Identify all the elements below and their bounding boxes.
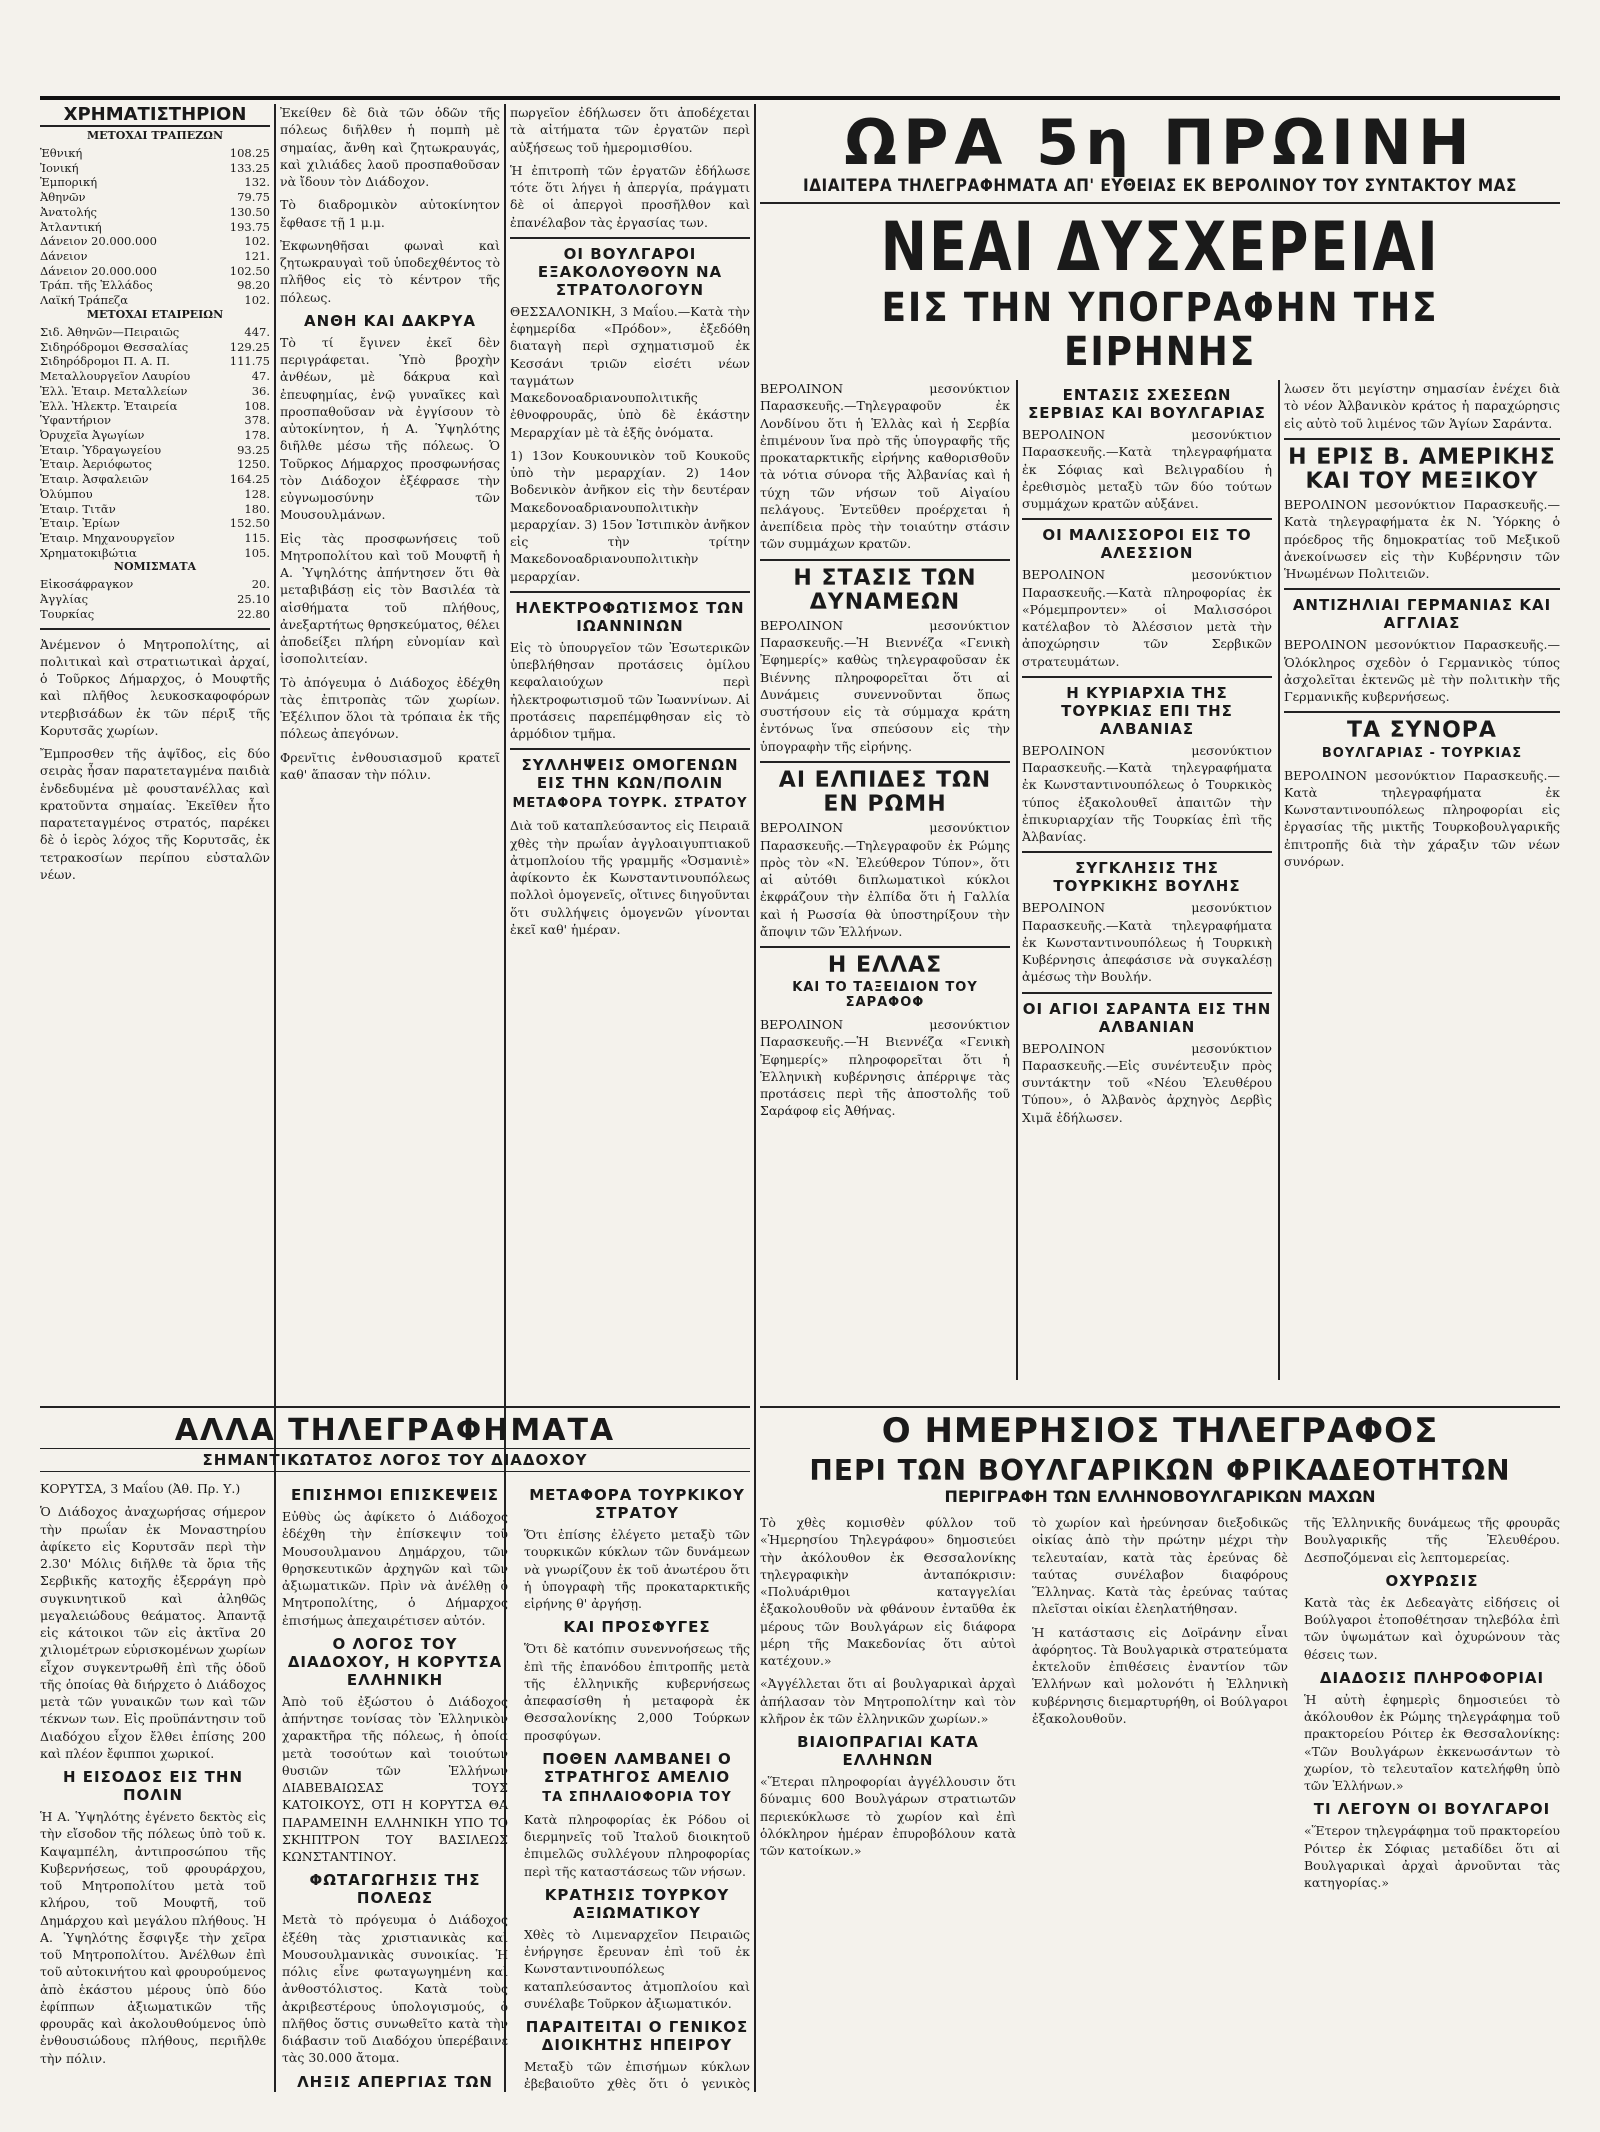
section-heading: ΕΝΤΑΣΙΣ ΣΧΕΣΕΩΝ ΣΕΡΒΙΑΣ ΚΑΙ ΒΟΥΛΓΑΡΙΑΣ [1028, 386, 1266, 422]
section-heading: ΗΛΕΚΤΡΟΦΩΤΙΣΜΟΣ ΤΩΝ ΙΩΑΝΝΙΝΩΝ [515, 598, 745, 635]
section-heading: ΟΙ ΑΓΙΟΙ ΣΑΡΑΝΤΑ ΕΙΣ ΤΗΝ ΑΛΒΑΝΙΑΝ [1022, 999, 1272, 1036]
section-heading: Η ΕΙΣΟΔΟΣ ΕΙΣ ΤΗΝ ΠΟΛΙΝ [62, 1768, 244, 1804]
market-row-value: 178. [244, 427, 270, 442]
article-text: ΒΕΡΟΛΙΝΟΝ μεσονύκτιον Παρασκευῆς.—Κατὰ τηλεγραφήματα ἐκ Σόφιας καὶ Βελιγραδίου ἡ ἐρεθισμὸς μεταξὺ τῶν δύο τούτων συμμάχων κρατῶν αὐξάνει. [1022, 427, 1272, 511]
section-subheading: ΤΑ ΣΠΗΛΑΙΟΦΟΡΙΑ ΤΟΥ [542, 1789, 732, 1805]
market-row [40, 607, 270, 622]
article-text: ΒΕΡΟΛΙΝΟΝ μεσονύκτιον Παρασκευῆς.—Κατὰ τηλεγραφήματα ἐκ Κωνσταντινουπόλεως πληροφορίαι εἰς ἐργασίας τῆς μικτῆς Τουρκοβουλγαρικῆς ἐπιτροπῆς διὰ τὴν χάραξιν τῶν νέων συνόρων. [1284, 767, 1560, 869]
article-text: ΒΕΡΟΛΙΝΟΝ μεσονύκτιον Παρασκευῆς.—Τηλεγραφοῦν ἐκ Ρώμης πρὸς τὸν «Ν. Ἐλεύθερον Τύπον», ὅτι αἱ αὐτόθι διπλωματικοὶ κύκλοι ἐκφράζουν τὴν ἐλπίδα ὅτι ἡ Γαλλία καὶ ἡ Ρωσσία θὰ ὑποστηρίξουν τὴν ἄποψιν τῶν Ἑλλήνων. [760, 820, 1010, 939]
market-row [40, 293, 270, 308]
section-subheading: ΜΕΤΑΦΟΡΑ ΤΟΥΡΚ. ΣΤΡΑΤΟΥ [512, 796, 748, 812]
market-row-value: 130.50 [229, 204, 270, 219]
market-row [40, 175, 270, 190]
market-row-label: Ἀτλαντική [40, 219, 102, 234]
article-text: ΒΕΡΟΛΙΝΟΝ μεσονύκτιον Παρασκευῆς.—Κατὰ τηλεγραφήματα ἐκ Κωνσταντινουπόλεως ὁ Τουρκικὸς τύπος ἐξακολουθεῖ ἀπαιτῶν τὴν ἐπικυριαρχίαν τῆς Τουρκίας ἐπὶ τῆς Ἀλβανίας. [1022, 742, 1272, 844]
article-text: τῆς Ἑλληνικῆς δυνάμεως τῆς φρουρᾶς Βουλγαρικῆς τῆς Ἐλευθέρου. Δεσποζόμεναι εἰς λεπτομερείας. [1304, 1515, 1560, 1565]
article-text: Τὸ τί ἔγινεν ἐκεῖ δὲν περιγράφεται. Ὑπὸ βροχὴν ἀνθέων, μὲ δάκρυα καὶ ἐπευφημίας, ἐνῷ γυναῖκες καὶ προσπαθοῦσαν νὰ ἐγγίσουν τὸ αὐτοκίνητον, ἡ Α. Ὑψηλότης διῆλθε μέσω τῆς πόλεως. Ὁ Τοῦρκος Δήμαρχος προσφωνήσας τὸν Διάδοχον ἐξέφρασε τὴν εὐγνωμοσύνην τῶν Μουσουλμάνων. [280, 334, 500, 523]
market-row-label: Ἐμπορική [40, 175, 98, 190]
market-row [40, 220, 270, 235]
market-row-label: Ὀρυχεῖα Ἀγωγίων [40, 427, 145, 442]
masthead [760, 104, 1560, 374]
market-subtitle-3: ΝΟΜΙΣΜΑΤΑ [113, 560, 197, 574]
market-title: ΧΡΗΜΑΤΙΣΤΗΡΙΟΝ [40, 104, 270, 127]
divider [1022, 992, 1272, 994]
market-row [40, 443, 270, 458]
market-row [40, 546, 270, 561]
divider [510, 748, 750, 750]
article-text: ΒΕΡΟΛΙΝΟΝ μεσονύκτιον Παρασκευῆς.—Εἰς συνέντευξιν πρὸς συντάκτην τοῦ «Νέου Ἐλευθέρου Τύπου», ὁ Ἀλβανὸς ἀρχηγὸς Δερβὶς Χιμᾶ ἐδήλωσεν. [1022, 1040, 1272, 1125]
market-subtitle: ΜΕΤΟΧΑΙ ΤΡΑΠΕΖΩΝ [86, 129, 223, 142]
market-row-value: 108.25 [229, 146, 270, 160]
market-row-label: Λαϊκή Τράπεζα [40, 293, 129, 308]
market-row [40, 384, 270, 399]
section-heading: ΔΙΑΔΟΣΙΣ ΠΛΗΡΟΦΟΡΙΑΙ [1319, 1668, 1545, 1687]
market-row-value: 447. [244, 324, 270, 339]
market-table-companies [40, 325, 270, 561]
market-row [40, 205, 270, 220]
article-text: 1) 13ον Κουκουνικὸν τοῦ Κουκοῦς ὑπὸ τὴν μεραρχίαν. 2) 14ον Βοδενικὸν ἀνῆκον εἰς τὴν δευτέραν Μακεδονοαδριανουπολιτικὴν μεραρχίαν. 3) 15ον Ἰστιπικὸν ἀνῆκον εἰς τὴν τρίτην Μακεδονοαδριανουπολιτικὴν μεραρχίαν. [510, 447, 750, 584]
market-row-label: Σιδηρόδρομοι Θεσσαλίας [40, 339, 189, 354]
masthead-subtitle: ΙΔΙΑΙΤΕΡΑ ΤΗΛΕΓΡΑΦΗΜΑΤΑ ΑΠ' ΕΥΘΕΙΑΣ ΕΚ ΒΕΡΟΛΙΝΟΥ ΤΟΥ ΣΥΝΤΑΚΤΟΥ ΜΑΣ [803, 176, 1517, 196]
divider [760, 946, 1010, 948]
article-text: Εἰς τὰς προσφωνήσεις τοῦ Μητροπολίτου καὶ τοῦ Μουφτῆ ἡ Α. Ὑψηλότης ἀπήντησεν ὅτι θὰ μεταβιβάσῃ εἰς τὸν Βασιλέα τὰ αἰσθήματα τοῦ πλήθους, ἀνεξαρτήτως θρησκεύματος, θέλει ἀποδείξει πλήρη εὐνομίαν καὶ ἰσοπολιτείαν. [280, 530, 500, 667]
market-row-label: Ἐθνική [40, 146, 83, 160]
dateline: ΚΟΡΥΤΣΑ, 3 Μαΐου (Ἀθ. Πρ. Υ.) [40, 1481, 241, 1496]
market-subtitle-2: ΜΕΤΟΧΑΙ ΕΤΑΙΡΕΙΩΝ [86, 307, 224, 321]
market-table-currency [40, 577, 270, 621]
market-row-value: 102. [244, 293, 270, 308]
section-subheading: ΣΗΜΑΝΤΙΚΩΤΑΤΟΣ ΛΟΓΟΣ ΤΟΥ ΔΙΑΔΟΧΟΥ [40, 1448, 750, 1472]
article-text: Ὅτι δὲ κατόπιν συνεννοήσεως τῆς ἐπὶ τῆς ἐπανόδου ἐπιτροπῆς μετὰ τῆς ἑλληνικῆς κυβερνήσεως ἀπεφασίσθη ἡ μεταφορὰ ἐκ Θεσσαλονίκης 2,000 Τούρκων προσφύγων. [524, 1641, 750, 1743]
section-heading: Η ΕΛΛΑΣ [827, 953, 943, 978]
market-row [40, 190, 270, 205]
market-row-label: Ἑταιρ. Ἀεριόφωτος [40, 457, 152, 472]
market-row-value: 102. [244, 234, 270, 249]
main-headline: ΝΕΑΙ ΔΥΣΧΕΡΕΙΑΙ [880, 208, 1440, 287]
market-row-value: 25.10 [237, 592, 270, 607]
divider [40, 1406, 750, 1408]
market-row-value: 129.25 [229, 339, 270, 354]
divider [510, 591, 750, 593]
market-row-value: 121. [244, 249, 270, 264]
section-heading: ΑΙ ΕΛΠΙΔΕΣ ΤΩΝ ΕΝ ΡΩΜΗ [778, 767, 992, 818]
market-row [40, 161, 270, 176]
market-row-label: Σιδ. Ἀθηνῶν—Πειραιῶς [40, 324, 180, 339]
market-row-value: 105. [244, 545, 270, 560]
market-row [40, 502, 270, 517]
section-subheading: ΒΟΥΛΓΑΡΙΑΣ - ΤΟΥΡΚΙΑΣ [1321, 745, 1523, 761]
market-row-label: Δάνειον [40, 249, 88, 264]
article-text: Μετὰ τὸ πρόγευμα ὁ Διάδοχος ἐξέθη τὰς χριστιανικὰς καὶ Μουσουλμανικὰς συνοικίας. Ἡ πόλις εἶνε φωταγωγημένη καὶ ἀνθοστόλιστος. Κατὰ τοὺς ἀκριβεστέρους ὑπολογισμούς, ὁ πλῆθος ὅστις συνωθεῖτο κατὰ τὴν διάβασιν τοῦ Διαδόχου ὑπερέβαινε τὰς 30.000 ἄτομα. [282, 1912, 508, 2066]
section-heading: ΟΙ ΒΟΥΛΓΑΡΟΙ ΕΞΑΚΟΛΟΥΘΟΥΝ ΝΑ ΣΤΡΑΤΟΛΟΓΟΥΝ [537, 244, 723, 299]
market-row [40, 234, 270, 249]
market-row [40, 146, 270, 161]
article-text: Φρενῖτις ἐνθουσιασμοῦ κρατεῖ καθ' ἅπασαν τὴν πόλιν. [280, 749, 500, 782]
divider [1284, 438, 1560, 440]
lower-left-block [40, 1400, 750, 2092]
article-text: Ὅτι ἐπίσης ἐλέγετο μεταξὺ τῶν τουρκικῶν κύκλων τῶν δυνάμεων νὰ γνωρίζουν ἐκ τοῦ ἀνωτέρου ὅτι ἡ ὑπογραφὴ τῆς προκαταρκτικῆς εἰρήνης θ' ἀργήσῃ. [524, 1527, 750, 1611]
divider [760, 761, 1010, 763]
market-row-value: 20. [251, 577, 270, 592]
main-subheadline: ΕΙΣ ΤΗΝ ΥΠΟΓΡΑΦΗΝ ΤΗΣ ΕΙΡΗΝΗΣ [881, 285, 1439, 374]
market-row-label: Ἑταιρ. Ἐρίων [40, 516, 120, 531]
section-heading: Η ΣΤΑΣΙΣ ΤΩΝ ΔΥΝΑΜΕΩΝ [793, 565, 977, 615]
article-text: Ἡ Α. Ὑψηλότης ἐγένετο δεκτὸς εἰς τὴν εἴσοδον τῆς πόλεως ὑπὸ τοῦ κ. Καψαμπέλη, ἀντιπροσώπου τῆς Κυβερνήσεως, τοῦ φρουράρχου, τοῦ Μητροπολίτου μετὰ τοῦ κλήρου, τοῦ Μουφτῆ, τοῦ Δημάρχου καὶ μεγάλου πλήθους. Ἡ Α. Ὑψηλότης ἔσφιγξε τὴν χεῖρα τοῦ Μητροπολίτου. Ἀνέλθων ἐπὶ τοῦ αὐτοκινήτου καὶ φρουρούμενος ἀπὸ ἑκάστου μέρους ὑπὸ δύο ἐφίππων ἀξιωματικῶν τῆς φρουρᾶς καὶ ἀκολουθούμενος ὑπὸ ἐνθουσιώδους πλήθους, περιῆλθε τὴν πόλιν. [40, 1809, 266, 2066]
article-text: Μεταξὺ τῶν ἐπισήμων κύκλων ἐβεβαιοῦτο χθὲς ὅτι ὁ γενικὸς [524, 2059, 750, 2092]
market-row [40, 487, 270, 502]
market-row [40, 264, 270, 279]
divider [40, 628, 270, 630]
market-row-value: 132. [244, 175, 270, 190]
market-row-value: 98.20 [237, 278, 270, 293]
article-text: λωσεν ὅτι μεγίστην σημασίαν ἐνέχει διὰ τὸ νέον Ἀλβανικὸν κράτος ἡ παραχώρησις εἰς αὐτὸ τοῦ λιμένος τῶν Ἁγίων Σαράντα. [1284, 381, 1560, 431]
lower-right-block [760, 1400, 1560, 2092]
section-heading: ΚΡΑΤΗΣΙΣ ΤΟΥΡΚΟΥ ΑΞΙΩΜΑΤΙΚΟΥ [544, 1885, 730, 1922]
column-rule [1016, 380, 1018, 1380]
article-text: Εἰς τὸ ὑπουργεῖον τῶν Ἐσωτερικῶν ὑπεβλήθησαν προτάσεις ὁμίλου κεφαλαιούχων περὶ ἠλεκτροφωτισμοῦ τῶν Ἰωαννίνων. Αἱ προτάσεις παρεπέμφθησαν εἰς τὸ ἁρμόδιον τμῆμα. [510, 639, 750, 741]
article-text: Ἡ αὐτὴ ἐφημερὶς δημοσιεύει τὸ ἀκόλουθον ἐκ Ρώμης τηλεγράφημα τοῦ πρακτορείου Ρόιτερ ἐκ Θεσσαλονίκης: «Τῶν Βουλγάρων ἐκκενωσάντων τὸ χωρίον, τὸ τελευταῖον κατελήφθη ὑπὸ τῶν Ἑλλήνων.» [1304, 1691, 1560, 1794]
article-text: Τὸ διαδρομικὸν αὐτοκίνητον ἔφθασε τῇ 1 μ.μ. [280, 197, 500, 230]
market-row-label: Δάνειον 20.000.000 [40, 234, 157, 249]
divider [760, 202, 1560, 204]
article-text: Ἡ κατάστασις εἰς Δοϊράνην εἶναι ἀφόρητος. Τὰ Βουλγαρικὰ στρατεύματα ἐκτελοῦν ἐπιθέσεις ἐναντίον τῶν Ἑλλήνων καὶ μολονότι ἡ Ἑλληνικὴ κυβέρνησις διεμαρτυρήθη, οἱ Βούλγαροι ἐξακολουθοῦν. [1032, 1624, 1288, 1726]
market-row-label: Χρηματοκιβώτια [40, 545, 137, 560]
article-text: ΒΕΡΟΛΙΝΟΝ μεσονύκτιον Παρασκευῆς.—Ἡ Βιεννέζα «Γενικὴ Ἐφημερίς» πληροφορεῖται ὅτι ἡ Ἑλληνικὴ κυβέρνησις ἀπέρριψε τὰς προτάσεις περὶ τῆς ἀποστολῆς τοῦ Σαράφοφ εἰς Ἀθήνας. [760, 1017, 1010, 1119]
market-row-label: Ὀλύμπου [40, 486, 93, 501]
market-row-value: 180. [244, 501, 270, 516]
section-heading: ΑΛΛΑ ΤΗΛΕΓΡΑΦΗΜΑΤΑ [174, 1413, 616, 1448]
divider [760, 1406, 1560, 1408]
article-text: Ἔμπροσθεν τῆς ἁψῖδος, εἰς δύο σειρὰς ἦσαν παρατεταγμένα παιδιὰ ἐνδεδυμένα μὲ φουστανέλλας καὶ κρατοῦντα σημαίας. Ἐκεῖθεν ἦτο παρατεταγμένος στρατός, παρέκει δὲ ὁ ἱερὸς λόχος τῆς Κορυτσᾶς, ἐκ τετρακοσίων περίπου εὐσταλῶν νέων. [40, 746, 270, 882]
column-4 [760, 380, 1010, 1380]
article-text: ΒΕΡΟΛΙΝΟΝ μεσονύκτιον Παρασκευῆς.—Κατὰ τηλεγραφήματα ἐκ Κωνσταντινουπόλεως ἡ Τουρκικὴ Κυβέρνησις ἀπεφάσισε νὰ συγκαλέσῃ ἀμέσως τὴν Βουλήν. [1022, 900, 1272, 985]
market-table-banks [40, 146, 270, 308]
market-row [40, 472, 270, 487]
article-text: Τὸ ἀπόγευμα ὁ Διάδοχος ἐδέχθη τὰς ἐπιτροπὰς τῶν χωρίων. Ἐξέλιπον ὅλοι τὰ τρόπαια ἐκ τῆς πόλεως ἀπεγόνων. [280, 674, 500, 742]
article-text: Ἡ ἐπιτροπὴ τῶν ἐργατῶν ἐδήλωσε τότε ὅτι λήγει ἡ ἀπεργία, πράγματι δὲ οἱ ἀπεργοὶ προσῆλθον καὶ ἐπανέλαβον τὰς ἐργασίας των. [510, 162, 750, 230]
divider [1022, 851, 1272, 853]
market-row-label: Ἑταιρ. Ὑδραγωγείου [40, 442, 162, 457]
section-heading: ΛΗΞΙΣ ΑΠΕΡΓΙΑΣ ΤΩΝ [297, 2072, 493, 2091]
top-rule [40, 96, 1560, 100]
column-6 [1284, 380, 1560, 1380]
article-text: Διὰ τοῦ καταπλεύσαντος εἰς Πειραιᾶ χθὲς τὴν πρωΐαν ἀγγλοαιγυπτιακοῦ ἀτμοπλοίου τῆς γραμμῆς «Ὀσμανιὲ» ἀφίκοντο ἐκ Κωνσταντινουπόλεως πολλοὶ ὁμογενεῖς, οἵτινες διηγοῦνται ὅτι συλλήψεις ὁμογενῶν γίνονται ἐκεῖ καθ' ἡμέραν. [510, 818, 750, 937]
market-row-value: 115. [244, 530, 270, 545]
market-row [40, 278, 270, 293]
market-row [40, 592, 270, 607]
market-row [40, 369, 270, 384]
section-heading: ΤΙ ΛΕΓΟΥΝ ΟΙ ΒΟΥΛΓΑΡΟΙ [1313, 1800, 1551, 1819]
column-5 [1022, 380, 1272, 1380]
section-heading: ΣΥΛΛΗΨΕΙΣ ΟΜΟΓΕΝΩΝ ΕΙΣ ΤΗΝ ΚΩΝ/ΠΟΛΙΝ [521, 756, 739, 793]
market-row-label: Ἀθηνῶν [40, 190, 86, 205]
section-heading: Ο ΗΜΕΡΗΣΙΟΣ ΤΗΛΕΓΡΑΦΟΣ [881, 1411, 1439, 1451]
section-heading: Η ΕΡΙΣ Β. ΑΜΕΡΙΚΗΣ ΚΑΙ ΤΟΥ ΜΕΞΙΚΟΥ [1288, 444, 1556, 494]
article-text: Ὁ Διάδοχος ἀναχωρήσας σήμερον τὴν πρωΐαν ἐκ Μοναστηρίου ἀφίκετο εἰς Κορυτσᾶν περὶ τὴν 2.30' Μόλις διῆλθε τὰ ὅρια τῆς Σερβικῆς κατοχῆς ἐξερράγη πρὸ συγκινητικοῦ καὶ ἀληθῶς μεγαλειώδους θεάματος. Ἀπαντᾷ εἰς κάτοικοι τῶν εἰς ἀκτῖνα 20 χιλιομέτρων εὑρισκομένων χωρίων εἶχον συγκεντρωθῆ ἐπὶ τῆς ὁδοῦ τῆς ὁποίας θὰ διήρχετο ὁ Διάδοχος μετὰ τῶν γυναικῶν των καὶ τῶν τέκνων των. Εἰς προϋπάντησιν τοῦ Διαδόχου εἶχον ἔλθει ἐπίσης 200 καὶ πλέον ἔφιπποι χωρικοί. [40, 1504, 266, 1761]
article-text: ΒΕΡΟΛΙΝΟΝ μεσονύκτιον Παρασκευῆς.—Ἡ Βιεννέζα «Γενικὴ Ἐφημερίς» καθὼς τηλεγραφοῦσαν ἐκ Βιέννης πληροφορεῖται ὅτι αἱ Δυνάμεις συνεννοῦνται ὅπως συστήσουν εἰς τὰ σύμμαχα κράτη ἐντόνως ἵνα σπεύσουν εἰς τὴν ὑπογραφὴν τῆς εἰρήνης. [760, 617, 1010, 754]
article-text: πωργεῖον ἐδήλωσεν ὅτι ἀποδέχεται τὰ αἰτήματα τῶν ἐργατῶν περὶ αὐξήσεως τοῦ ἡμερομισθίου. [510, 105, 750, 155]
market-row-value: 128. [244, 486, 270, 501]
market-row-label: Μεταλλουργεῖον Λαυρίου [40, 369, 191, 384]
article-text: τὸ χωρίον καὶ ἠρεύνησαν διεξοδικῶς οἰκίας ἀπὸ τὴν πρώτην μέχρι τὴν τελευταίαν, κατὰ τὰς ἐρεύνας δὲ ταύτας συνέλαβον διαφόρους Ἕλληνας. Κατὰ τὰς ἐρεύνας ταύτας πλεῖσται οἰκίαι ἐλεηλατήθησαν. [1032, 1515, 1288, 1617]
market-row-label: Ἐλλ. Ἑταιρ. Μεταλλείων [40, 383, 188, 398]
market-row-value: 378. [244, 413, 270, 428]
divider [1284, 588, 1560, 590]
divider [1284, 711, 1560, 713]
article-text: ΘΕΣΣΑΛΟΝΙΚΗ, 3 Μαΐου.—Κατὰ τὴν ἐφημερίδα «Πρόδον», ἐξεδόθη διαταγὴ περὶ σχηματισμοῦ ἐκ Κεσσάνι τριῶν εἰσέτι νέων ταγμάτων Μακεδονοαδριανουπολιτικῆς ἐθνοφρουρᾶς, ὑπὸ δὲ ἑκάστην Μεραρχίαν μὲ τὰ ἑξῆς ὀνόματα. [510, 303, 750, 440]
market-row-label: Ἰονική [40, 160, 79, 175]
market-row [40, 399, 270, 414]
market-row-value: 36. [251, 383, 270, 398]
market-row [40, 340, 270, 355]
section-heading: ΤΑ ΣΥΝΟΡΑ [1347, 718, 1497, 744]
divider [510, 237, 750, 239]
article-text: ΒΕΡΟΛΙΝΟΝ μεσονύκτιον Παρασκευῆς.—Κατὰ τηλεγραφήματα ἐκ Ν. Ὑόρκης ὁ πρόεδρος τῆς δημοκρατίας τοῦ Μεξικοῦ ἀνεκοίνωσεν εἰς τὴν Κυβέρνησιν τῶν Ἡνωμένων Πολιτειῶν. [1284, 497, 1560, 582]
market-row [40, 249, 270, 264]
section-heading: ΠΑΡΑΙΤΕΙΤΑΙ Ο ΓΕΝΙΚΟΣ ΔΙΟΙΚΗΤΗΣ ΗΠΕΙΡΟΥ [525, 2018, 749, 2054]
section-heading: Ο ΛΟΓΟΣ ΤΟΥ ΔΙΑΔΟΧΟΥ, Η ΚΟΡΥΤΣΑ ΕΛΛΗΝΙΚΗ [287, 1634, 503, 1689]
article-text: Κατὰ τὰς ἐκ Δεδεαγὰτς εἰδήσεις οἱ Βούλγαροι ἐτοποθέτησαν τηλεβόλα ἐπὶ τῶν ὑψωμάτων καὶ ὀχυρώνουν τὰς θέσεις των. [1304, 1594, 1560, 1662]
section-heading: ΑΝΤΙΖΗΛΙΑΙ ΓΕΡΜΑΝΙΑΣ ΚΑΙ ΑΓΓΛΙΑΣ [1292, 596, 1552, 633]
article-text: Χθὲς τὸ Λιμεναρχεῖον Πειραιῶς ἐνήργησε ἔρευναν ἐπὶ τοῦ ἐκ Κωνσταντινουπόλεως καταπλεύσαντος ἀτμοπλοίου καὶ συνέλαβε Τοῦρκον ἀξιωματικόν. [524, 1926, 750, 2011]
section-heading: ΟΙ ΜΑΛΙΣΣΟΡΟΙ ΕΙΣ ΤΟ ΑΛΕΣΣΙΟΝ [1042, 526, 1252, 563]
market-row-value: 102.50 [229, 263, 270, 278]
section-subheading: ΠΕΡΙΓΡΑΦΗ ΤΩΝ ΕΛΛΗΝΟΒΟΥΛΓΑΡΙΚΩΝ ΜΑΧΩΝ [944, 1487, 1376, 1507]
section-heading: ΟΧΥΡΩΣΙΣ [1385, 1571, 1479, 1590]
market-row-label: Ἑταιρ. Ἀσφαλειῶν [40, 472, 149, 487]
section-heading: ΠΕΡΙ ΤΩΝ ΒΟΥΛΓΑΡΙΚΩΝ ΦΡΙΚΑΔΕΟΤΗΤΩΝ [809, 1453, 1511, 1487]
market-row-label: Ἀνατολής [40, 204, 97, 219]
market-row [40, 428, 270, 443]
article-text: Κατὰ πληροφορίας ἐκ Ρόδου οἱ διερμηνεῖς τοῦ Ἰταλοῦ διοικητοῦ ἐπιμελῶς συλλέγουν πληροφορίας περὶ τῆς καταστάσεως τῶν νήσων. [524, 1811, 750, 1879]
divider [760, 559, 1010, 561]
section-heading: ΦΩΤΑΓΩΓΗΣΙΣ ΤΗΣ ΠΟΛΕΩΣ [309, 1871, 481, 1908]
market-row-label: Τράπ. τῆς Ἑλλάδος [40, 278, 153, 293]
article-text: «Ἕτερον τηλεγράφημα τοῦ πρακτορείου Ρόιτερ ἐκ Σόφιας μεταδίδει ὅτι αἱ Βουλγαρικαὶ ἀρχαὶ ἀρνοῦνται τὰς κατηγορίας.» [1304, 1823, 1560, 1891]
section-heading: ΠΟΘΕΝ ΛΑΜΒΑΝΕΙ Ο ΣΤΡΑΤΗΓΟΣ ΑΜΕΛΙΟ [542, 1749, 732, 1786]
article-text: Εὐθὺς ὡς ἀφίκετο ὁ Διάδοχος ἐδέχθη τὴν ἐπίσκεψιν τοῦ Μουσουλμανου Δημάρχου, τῶν θρησκευτικῶν ἀρχηγῶν καὶ τῶν ἀξιωματικῶν. Πρὶν νὰ ἀνέλθῃ ὁ Μητροπολίτης, ὁ Δήμαρχος ἐπισήμως ἀπεχαιρέτισεν αὐτόν. [282, 1509, 508, 1628]
column-rule [1278, 380, 1280, 1380]
article-text: Τὸ χθὲς κομισθὲν φύλλον τοῦ «Ἡμερησίου Τηλεγράφου» δημοσιεύει τὴν ἀκόλουθον ἐκ Θεσσαλονίκης τηλεγραφικὴν ἀνταπόκρισιν: «Πολυάριθμοι καταγγελίαι ἐξακολουθοῦν νὰ φθάνουν ἐνταῦθα ἐκ μέρους τῶν Βουλγάρων εἰς διάφορα μέρη τῆς Μακεδονίας ὅτι αὐτοὶ κατέχουν.» [760, 1515, 1016, 1669]
market-row [40, 516, 270, 531]
article-text: «Ἕτεραι πληροφορίαι ἀγγέλλουσιν ὅτι δύναμις 600 Βουλγάρων στρατιωτῶν περιεκύκλωσε τὸ χωρίον καὶ ἐπὶ ὁλόκληρον ἡμέραν ἐπυροβόλουν κατὰ τῶν κατοίκων.» [760, 1774, 1016, 1859]
masthead-title: ΩΡΑ 5η ΠΡΩΙΝΗ [844, 106, 1476, 179]
market-row-value: 111.75 [229, 354, 270, 369]
article-text: «Ἀγγέλλεται ὅτι αἱ βουλγαρικαὶ ἀρχαὶ ἀπήλασαν τὸν Μητροπολίτην καὶ τὸν κλῆρον ἐκ τῶν ἐλληνικῶν χωρίων.» [760, 1676, 1016, 1726]
market-row-value: 108. [244, 398, 270, 413]
market-row-value: 164.25 [229, 472, 270, 487]
market-row-value: 22.80 [237, 606, 270, 621]
market-row-value: 79.75 [237, 190, 270, 205]
section-subheading: ΚΑΙ ΤΟ ΤΑΞΕΙΔΙΟΝ ΤΟΥ ΣΑΡΑΦΟΦ [792, 980, 978, 1011]
market-row-label: Ἀγγλίας [40, 592, 89, 607]
market-row [40, 325, 270, 340]
article-text: ΒΕΡΟΛΙΝΟΝ μεσονύκτιον Παρασκευῆς.—Κατὰ πληροφορίας ἐκ «Ρόμεμπροντεν» οἱ Μαλισσόροι κατέλαβον τὸ Ἀλέσσιον μετὰ τὴν ἀποχώρησιν τῶν Σερβικῶν στρατευμάτων. [1022, 567, 1272, 669]
section-heading: ΑΝΘΗ ΚΑΙ ΔΑΚΡΥΑ [303, 311, 477, 330]
article-text: Ἀπὸ τοῦ ἐξώστου ὁ Διάδοχος ἀπήντησε τονίσας τὸν Ἑλληνικὸν χαρακτῆρα τῆς πόλεως, ἡ ὁποία μετὰ τοσούτων καὶ τοιούτων θυσιῶν τῶν Ἑλλήνων ΔΙΑΒΕΒΑΙΩΣΑΣ ΤΟΥΣ ΚΑΤΟΙΚΟΥΣ, ΟΤΙ Η ΚΟΡΥΤΣΑ ΘΑ ΠΑΡΑΜΕΙΝΗ ΕΛΛΗΝΙΚΗ ΥΠΟ ΤΟ ΣΚΗΠΤΡΟΝ ΤΟΥ ΒΑΣΙΛΕΩΣ ΚΩΝΣΤΑΝΤΙΝΟΥ. [282, 1693, 508, 1864]
market-row [40, 577, 270, 592]
market-row-value: 133.25 [229, 160, 270, 175]
market-row [40, 413, 270, 428]
section-heading: ΕΠΙΣΗΜΟΙ ΕΠΙΣΚΕΨΕΙΣ [291, 1486, 499, 1504]
section-heading: ΒΙΑΙΟΠΡΑΓΙΑΙ ΚΑΤΑ ΕΛΛΗΝΩΝ [797, 1733, 979, 1770]
article-text: ΒΕΡΟΛΙΝΟΝ μεσονύκτιον Παρασκευῆς.—Τηλεγραφοῦν ἐκ Λονδίνου ὅτι ἡ Ἑλλὰς καὶ ἡ Σερβία ἐπιμένουν ἵνα πρὸ τῆς ὑπογραφῆς τῆς προκαταρκτικῆς εἰρήνης καθορισθοῦν τὰ νότια σύνορα τῆς Ἀλβανίας καὶ ἡ τύχη τῶν νήσων τοῦ Αἰγαίου πελάγους. Ἐντεῦθεν προέρχεται ἡ ἀνεπίδεια πρὸς τὴν τοιαύτην στάσιν τῶν συμμάχων κρατῶν. [760, 381, 1010, 552]
section-heading: Η ΚΥΡΙΑΡΧΙΑ ΤΗΣ ΤΟΥΡΚΙΑΣ ΕΠΙ ΤΗΣ ΑΛΒΑΝΙΑΣ [1061, 683, 1233, 738]
market-row-label: Ἐλλ. Ἠλεκτρ. Ἑταιρεία [40, 398, 178, 413]
column-rule [754, 104, 756, 2092]
divider [1022, 676, 1272, 678]
market-row-label: Δάνειον 20.000.000 [40, 263, 157, 278]
article-text: ΒΕΡΟΛΙΝΟΝ μεσονύκτιον Παρασκευῆς.—Ὁλόκληρος σχεδὸν ὁ Γερμανικὸς τύπος ἀσχολεῖται ἐκτενῶς μὲ τὴν πολιτικὴν τῆς Γερμανικῆς κυβερνήσεως. [1284, 637, 1560, 705]
section-heading: ΜΕΤΑΦΟΡΑ ΤΟΥΡΚΙΚΟΥ ΣΤΡΑΤΟΥ [529, 1486, 745, 1522]
market-row-label: Ἑταιρ. Τιτᾶν [40, 501, 116, 516]
article-text: Ἀνέμενον ὁ Μητροπολίτης, αἱ πολιτικαὶ καὶ στρατιωτικαὶ ἀρχαί, ὁ Τοῦρκος Δήμαρχος, ὁ Μουφτῆς καὶ πλῆθος λευκοσκαφοφόρων ντερβισάδων ἐκ τῶν πέριξ τῆς Κορυτσᾶς χωρίων. [40, 636, 270, 738]
market-row-value: 1250. [237, 457, 270, 472]
article-text: Ἐκφωνηθῆσαι φωναὶ καὶ ζητωκραυγαὶ τοῦ ὑποδεχθέντος τὸ πλῆθος εἰς τὸ κέντρον τῆς πόλεως. [280, 237, 500, 305]
market-row-label: Ὑφαντήριον [40, 413, 112, 428]
section-heading: ΚΑΙ ΠΡΟΣΦΥΓΕΣ [563, 1618, 711, 1637]
market-row [40, 531, 270, 546]
market-row-value: 152.50 [229, 516, 270, 531]
article-text: Ἐκείθεν δὲ διὰ τῶν ὁδῶν τῆς πόλεως διῆλθεν ἡ πομπὴ μὲ σημαίας, ἄνθη καὶ ζητωκραυγάς, καὶ χιλιάδες λαοῦ προσπαθοῦσαν νὰ ἴδουν τὸν Διάδοχον. [280, 105, 500, 189]
section-heading: ΣΥΓΚΛΗΣΙΣ ΤΗΣ ΤΟΥΡΚΙΚΗΣ ΒΟΥΛΗΣ [1053, 859, 1241, 896]
market-row-value: 93.25 [237, 442, 270, 457]
market-row-label: Σιδηρόδρομοι Π. Α. Π. [40, 354, 170, 369]
market-row [40, 354, 270, 369]
market-row-value: 47. [251, 369, 270, 384]
divider [1022, 518, 1272, 520]
market-row-label: Ἑταιρ. Μηχανουργεῖον [40, 530, 175, 545]
market-row-label: Τουρκίας [40, 606, 95, 621]
market-row [40, 457, 270, 472]
market-row-label: Εἰκοσάφραγκον [40, 577, 134, 592]
market-row-value: 193.75 [229, 219, 270, 234]
